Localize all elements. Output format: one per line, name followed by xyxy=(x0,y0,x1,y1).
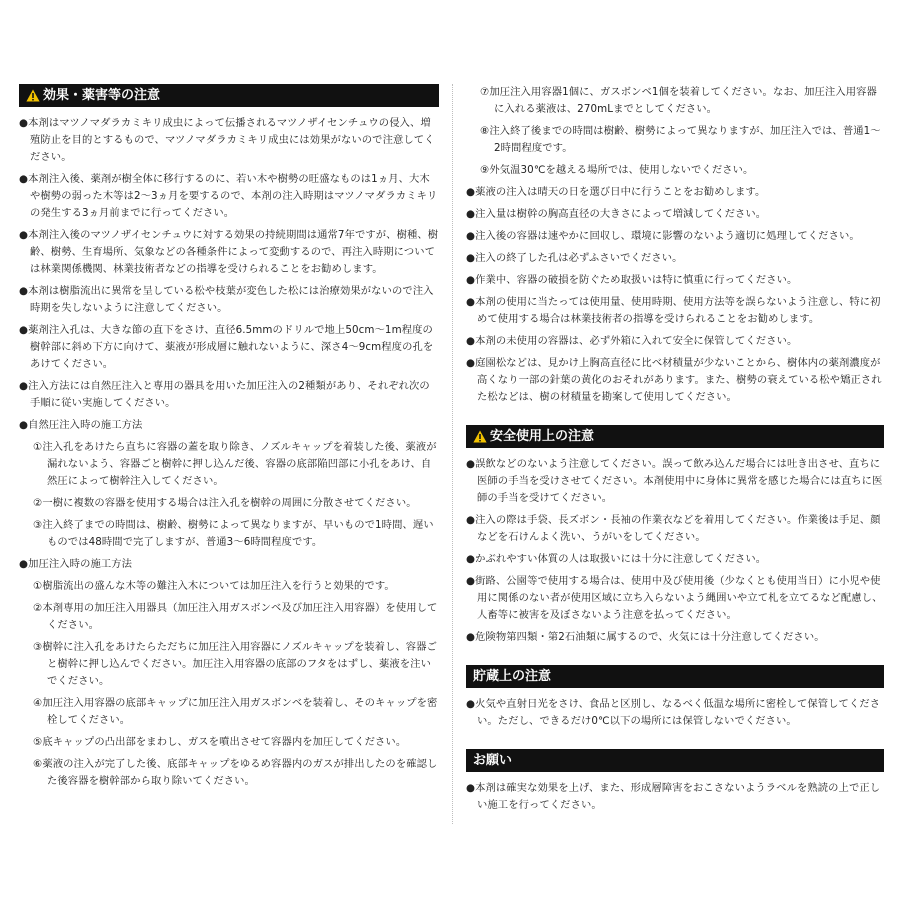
bullet-item: ●注入の終了した孔は必ずふさいでください。 xyxy=(466,252,683,264)
request-list xyxy=(466,780,884,814)
injection-notes-list xyxy=(466,84,884,406)
bullet-item: ●注入の際は手袋、長ズボン・長袖の作業衣などを着用してください。作業後は手足、顔などを石けんよく洗い、うがいをしてください。 xyxy=(466,514,881,543)
bullet-item: ●本剤はマツノマダラカミキリ成虫によって伝播されるマツノザイセンチュウの侵入、増殖防止を目的とするもので、マツノマダラカミキリ成虫には効果がないので注意してください。 xyxy=(19,117,435,163)
bullet-item: ●本剤は確実な効果を上げ、また、形成層障害をおこさないようラベルを熟読の上で正しい施工を行ってください。 xyxy=(466,782,881,811)
bullet-item: ●薬液の注入は晴天の日を選び日中に行うことをお勧めします。 xyxy=(466,186,766,198)
section-header-safety xyxy=(466,425,884,448)
numbered-step: ⑨外気温30℃を越える場所では、使用しないでください。 xyxy=(480,164,754,176)
safety-list xyxy=(466,456,884,646)
bullet-item: ●誤飲などのないよう注意してください。誤って飲み込んだ場合には吐き出させ、直ちに医師の手当を受けさせてください。本剤使用中に身体に異常を感じた場合には直ちに医師の手当を受けてください。 xyxy=(466,458,883,504)
bullet-item: ●本剤注入後、薬剤が樹全体に移行するのに、若い木や樹勢の旺盛なものは1ヵ月、大木や樹勢の弱った木等は2～3ヵ月を要するので、本剤の注入時期はマツノマダラカミキリの発生する3ヵ月前までに行ってください。 xyxy=(19,173,438,219)
bullet-item: ●本剤注入後のマツノザイセンチュウに対する効果の持続期間は通常7年ですが、樹種、樹齢、樹勢、生育場所、気象などの各種条件によって変動するので、再注入時期については林業関係機関、林業技術者などの指導を受けられることをお勧めします。 xyxy=(19,229,439,275)
bullet-item: ●自然圧注入時の施工方法 xyxy=(19,419,143,431)
numbered-step: ③注入終了までの時間は、樹齢、樹勢によって異なりますが、早いもので1時間、遅いものでは48時間で完了しますが、普通3～6時間程度です。 xyxy=(33,519,434,548)
storage-list xyxy=(466,696,884,730)
warning-icon xyxy=(26,89,40,102)
section-title: 効果・薬害等の注意 xyxy=(43,88,161,103)
numbered-step: ④加圧注入用容器の底部キャップに加圧注入用ガスボンベを装着し、そのキャップを密栓してください。 xyxy=(33,697,438,726)
section-title: 貯蔵上の注意 xyxy=(473,669,552,684)
bullet-item: ●加圧注入時の施工方法 xyxy=(19,558,133,570)
bullet-item: ●注入量は樹幹の胸高直径の大きさによって増減してください。 xyxy=(466,208,767,220)
bullet-item: ●薬剤注入孔は、大きな節の直下をさけ、直径6.5mmのドリルで地上50cm～1m程度の樹幹部に斜め下方に向けて、薬液が形成層に触れないように、深さ4～9cm程度の孔をあけてください。 xyxy=(19,324,434,370)
warning-icon xyxy=(473,430,487,443)
numbered-step: ②一樹に複数の容器を使用する場合は注入孔を樹幹の周囲に分散させてください。 xyxy=(33,497,417,509)
bullet-item: ●街路、公園等で使用する場合は、使用中及び使用後（少なくとも使用当日）に小児や使用に関係のない者が使用区域に立ち入らないよう縄囲いや立て札を立てるなど配慮し、人畜等に被害を及ぼさないよう注意を払ってください。 xyxy=(466,575,883,621)
bullet-item: ●本剤の未使用の容器は、必ず外箱に入れて安全に保管してください。 xyxy=(466,335,798,347)
section-header-request xyxy=(466,749,884,772)
numbered-step: ⑧注入終了後までの時間は樹齢、樹勢によって異なりますが、加圧注入では、普通1～2時間程度です。 xyxy=(480,125,881,154)
numbered-step: ⑥薬液の注入が完了した後、底部キャップをゆるめ容器内のガスが排出したのを確認した後容器を樹幹部から取り除いてください。 xyxy=(33,758,438,787)
bullet-item: ●本剤は樹脂流出に異常を呈している松や枝葉が変色した松には治療効果がないので注入時期を失しないように注意してください。 xyxy=(19,285,434,314)
numbered-step: ③樹幹に注入孔をあけたらただちに加圧注入用容器にノズルキャップを装着し、容器ごと樹幹に押し込んでください。加圧注入用容器の底部のフタをはずし、薬液を注いでください。 xyxy=(33,641,437,687)
left-column xyxy=(19,84,439,795)
column-divider xyxy=(452,84,453,824)
section-header-effects xyxy=(19,84,439,107)
bullet-item: ●庭園松などは、見かけ上胸高直径に比べ材積量が少ないことから、樹体内の薬剤濃度が高くなり一部の針葉の黄化のおそれがあります。また、樹勢の衰えている松や矯正された松などは、樹の材積量を勘案して使用してください。 xyxy=(466,357,882,403)
section-title: 安全使用上の注意 xyxy=(490,429,595,444)
bullet-item: ●かぶれやすい体質の人は取扱いには十分に注意してください。 xyxy=(466,553,767,565)
bullet-item: ●注入後の容器は速やかに回収し、環境に影響のないよう適切に処理してください。 xyxy=(466,230,860,242)
numbered-step: ⑦加圧注入用容器1個に、ガスボンベ1個を装着してください。なお、加圧注入用容器に入れる薬液は、270mLまでとしてください。 xyxy=(480,86,877,115)
bullet-item: ●本剤の使用に当たっては使用量、使用時期、使用方法等を誤らないよう注意し、特に初めて使用する場合は林業技術者の指導を受けられることをお勧めします。 xyxy=(466,296,881,325)
numbered-step: ⑤底キャップの凸出部をまわし、ガスを噴出させて容器内を加圧してください。 xyxy=(33,736,407,748)
bullet-item: ●作業中、容器の破損を防ぐため取扱いは特に慎重に行ってください。 xyxy=(466,274,798,286)
bullet-item: ●危険物第四類・第2石油類に属するので、火気には十分注意してください。 xyxy=(466,631,825,643)
right-column xyxy=(466,84,884,819)
section-title: お願い xyxy=(473,753,513,768)
bullet-item: ●火気や直射日光をさけ、食品と区別し、なるべく低温な場所に密栓して保管してください。ただし、できるだけ0℃以下の場所には保管しないでください。 xyxy=(466,698,881,727)
bullet-item: ●注入方法には自然圧注入と専用の器具を用いた加圧注入の2種類があり、それぞれ次の手順に従い実施してください。 xyxy=(19,380,430,409)
effects-list xyxy=(19,115,439,790)
numbered-step: ②本剤専用の加圧注入用器具（加圧注入用ガスボンベ及び加圧注入用容器）を使用してください。 xyxy=(33,602,438,631)
numbered-step: ①樹脂流出の盛んな木等の難注入木については加圧注入を行うと効果的です。 xyxy=(33,580,395,592)
numbered-step: ①注入孔をあけたら直ちに容器の蓋を取り除き、ノズルキャップを着装した後、薬液が漏れないよう、容器ごと樹幹に押し込んだ後、容器の底部陥凹部に小孔をあけ、自然圧によって樹幹注入してください。 xyxy=(33,441,437,487)
section-header-storage xyxy=(466,665,884,688)
